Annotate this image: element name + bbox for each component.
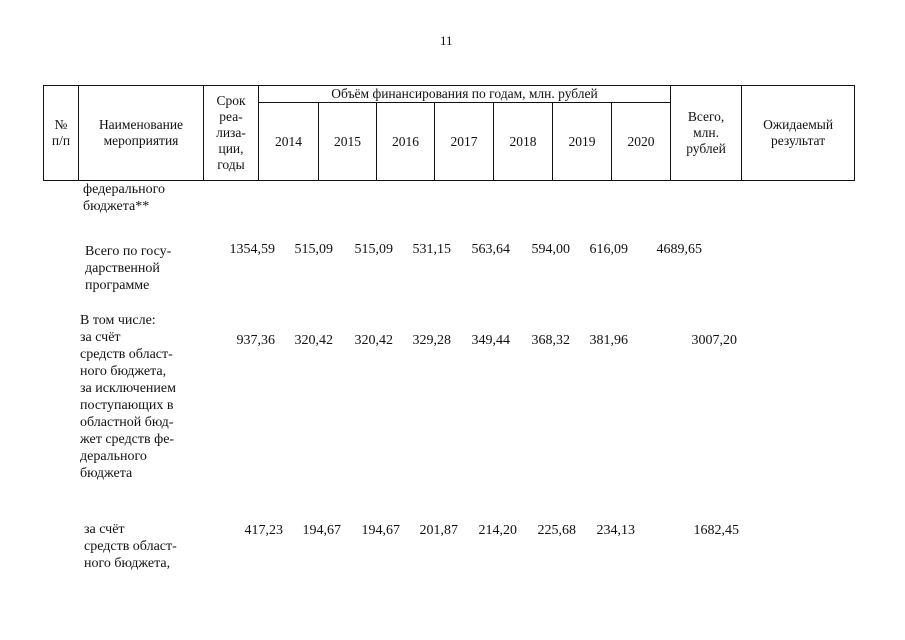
row-2-value-2018: 349,44 [471, 333, 510, 348]
row-1-value-2015: 515,09 [294, 242, 333, 257]
row-3-name: за счёт средств област- ного бюджета, [84, 522, 177, 571]
row-3-value-2018: 214,20 [478, 523, 517, 538]
row-2-value-2016: 320,42 [354, 333, 393, 348]
row-1-total: 4689,65 [656, 242, 702, 257]
header-result-cell: Ожидаемый результат [742, 86, 855, 181]
row-3-value-2014: 417,23 [244, 523, 283, 538]
row-3-value-2015: 194,67 [302, 523, 341, 538]
row-1-value-2014: 1354,59 [229, 242, 275, 257]
header-year-2017: 2017 [435, 103, 494, 181]
row-2-total: 3007,20 [691, 333, 737, 348]
header-year-2015: 2015 [319, 103, 377, 181]
row-1-name: Всего по госу- дарственной программе [85, 244, 172, 293]
row-1-value-2019: 594,00 [531, 242, 570, 257]
row-2-value-2019: 368,32 [531, 333, 570, 348]
header-total-cell: Всего, млн. рублей [671, 86, 742, 181]
row-3-value-2020: 234,13 [596, 523, 635, 538]
row-1-value-2018: 563,64 [471, 242, 510, 257]
header-year-2020: 2020 [612, 103, 671, 181]
row-2-name: В том числе: за счёт средств област- ного бюджета, за исключением поступающих в областной бюд- жет средств фе- дерального бюджета [80, 313, 176, 481]
row-2-value-2014: 937,36 [236, 333, 275, 348]
header-year-2014: 2014 [259, 103, 319, 181]
row-3-value-2016: 194,67 [361, 523, 400, 538]
row-1-value-2020: 616,09 [589, 242, 628, 257]
row-1-value-2016: 515,09 [354, 242, 393, 257]
row-3-total: 1682,45 [693, 523, 739, 538]
row-0-name: федерального бюджета** [83, 182, 166, 214]
row-1-value-2017: 531,15 [412, 242, 451, 257]
header-year-2018: 2018 [494, 103, 553, 181]
header-term-cell: Срок реа- лиза- ции, годы [204, 86, 259, 181]
table-header [43, 85, 855, 181]
header-num-cell: № п/п [44, 86, 79, 181]
row-2-value-2020: 381,96 [589, 333, 628, 348]
header-year-2019: 2019 [553, 103, 612, 181]
row-3-value-2017: 201,87 [419, 523, 458, 538]
header-year-2016: 2016 [377, 103, 435, 181]
row-2-value-2017: 329,28 [412, 333, 451, 348]
header-name-cell: Наименование мероприятия [79, 86, 204, 181]
page-number: 11 [440, 33, 453, 48]
header-funding-group: Объём финансирования по годам, млн. рублей [259, 86, 671, 103]
row-2-value-2015: 320,42 [294, 333, 333, 348]
row-3-value-2019: 225,68 [537, 523, 576, 538]
